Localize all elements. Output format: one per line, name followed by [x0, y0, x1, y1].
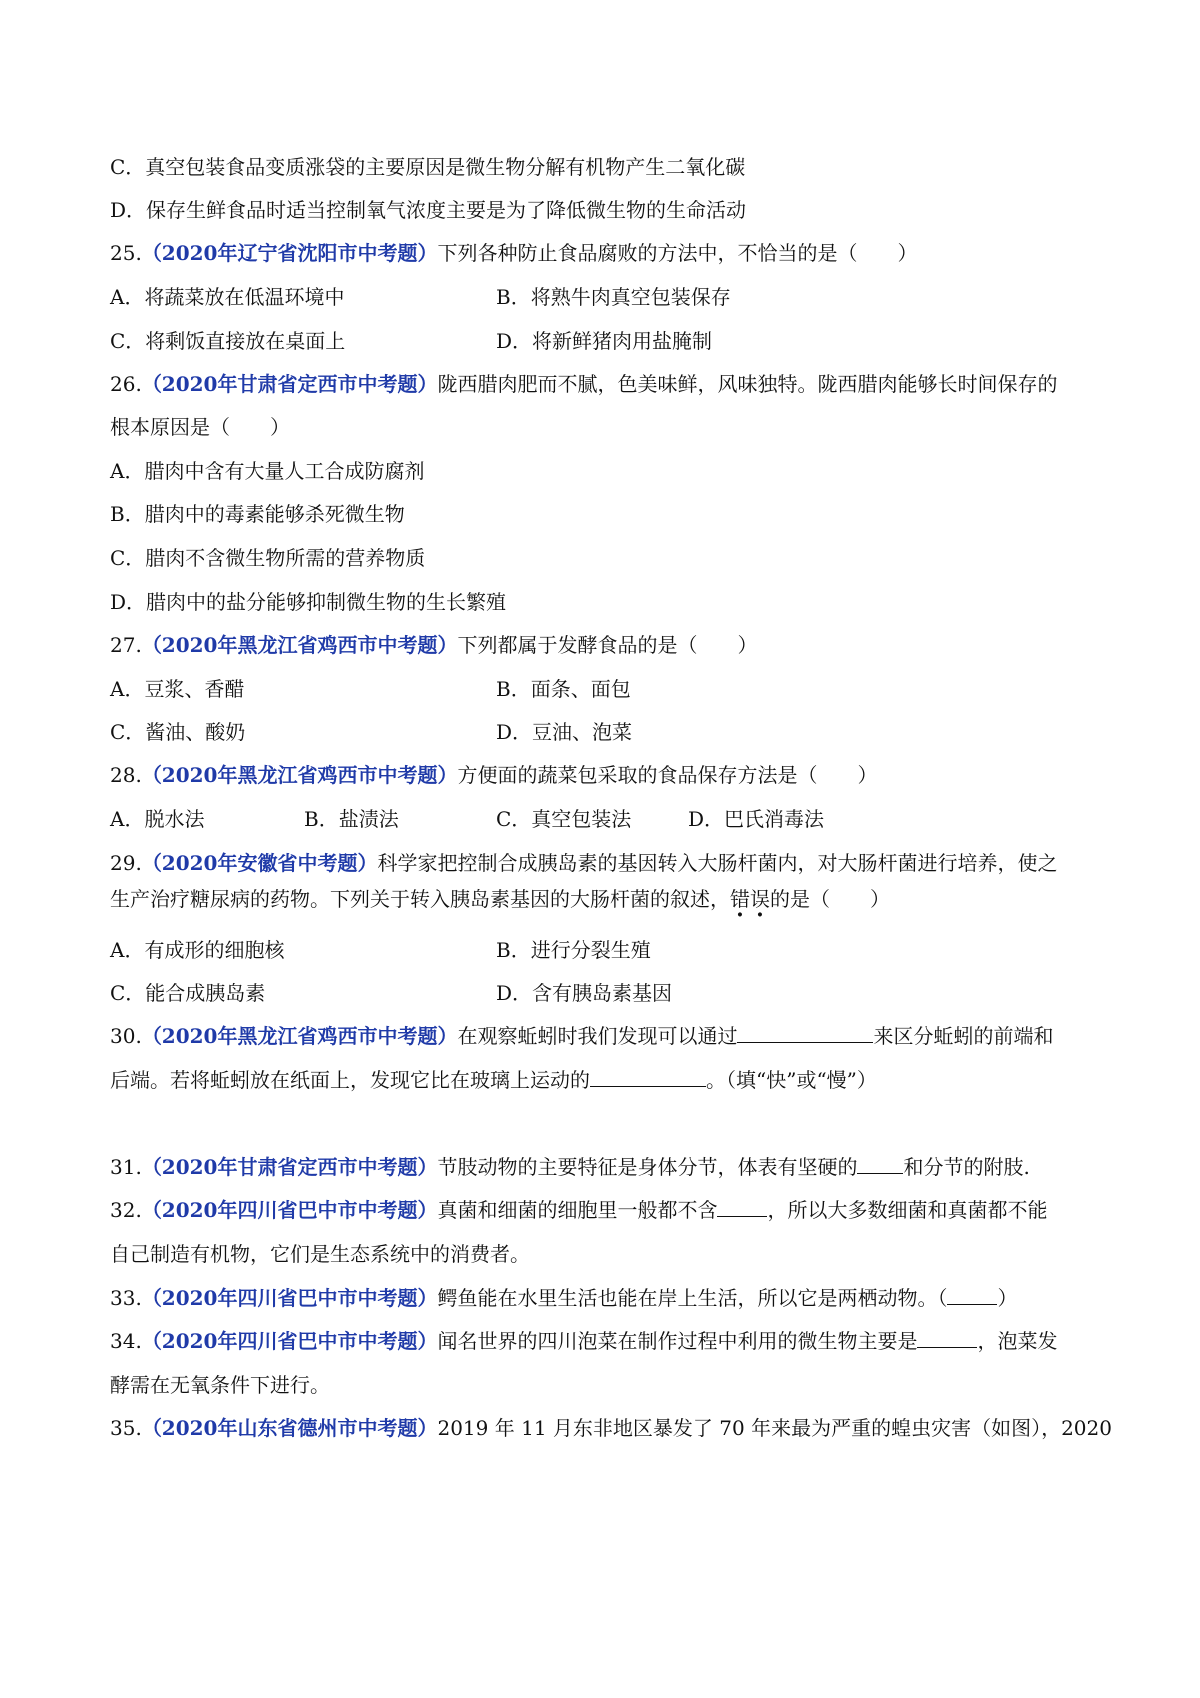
question-text: 下列各种防止食品腐败的方法中，不恰当的是（ ）	[437, 241, 918, 265]
question-text: 鳄鱼能在水里生活也能在岸上生活，所以它是两栖动物。（	[437, 1286, 948, 1310]
question-27	[110, 632, 757, 658]
option-b: B．进行分裂生殖	[496, 938, 651, 962]
option-d: D．巴氏消毒法	[688, 807, 825, 831]
question-30	[110, 1023, 1053, 1049]
question-source: （2020年黑龙江省鸡西市中考题）	[141, 1024, 458, 1048]
question-number: 26.	[110, 372, 142, 396]
question-text: 和分节的附肢.	[903, 1155, 1030, 1179]
question-number: 34.	[110, 1329, 142, 1353]
option-c: C．真空包装法	[496, 807, 632, 831]
option-d: D．腊肉中的盐分能够抑制微生物的生长繁殖	[110, 590, 507, 614]
option-d-text: D．保存生鲜食品时适当控制氧气浓度主要是为了降低微生物的生命活动	[110, 198, 747, 222]
answer-blank[interactable]	[590, 1068, 706, 1087]
question-continuation	[110, 886, 890, 912]
option-a: A．将蔬菜放在低温环境中	[110, 285, 345, 309]
question-continuation: 自己制造有机物，它们是生态系统中的消费者。	[110, 1242, 530, 1266]
option-c-text: C．真空包装食品变质涨袋的主要原因是微生物分解有机物产生二氧化碳	[110, 155, 746, 179]
question-text: 科学家把控制合成胰岛素的基因转入大肠杆菌内，对大肠杆菌进行培养，使之	[377, 851, 1058, 875]
question-number: 28.	[110, 763, 142, 787]
continuation-text: 。（填“快”或“慢”）	[706, 1068, 877, 1092]
question-number: 30.	[110, 1024, 142, 1048]
question-text: 闻名世界的四川泡菜在制作过程中利用的微生物主要是	[437, 1329, 918, 1353]
question-continuation: 根本原因是（ ）	[110, 415, 290, 439]
question-31	[110, 1154, 1030, 1180]
option-a: A．豆浆、香醋	[110, 677, 245, 701]
question-34	[110, 1328, 1057, 1354]
question-source: （2020年四川省巴中市中考题）	[141, 1286, 438, 1310]
question-continuation	[110, 1067, 877, 1093]
question-text: 下列都属于发酵食品的是（ ）	[457, 633, 758, 657]
option-a: A．有成形的细胞核	[110, 938, 285, 962]
option-c: C．能合成胰岛素	[110, 981, 266, 1005]
emphasis-char: 错	[730, 887, 750, 911]
question-source: （2020年辽宁省沈阳市中考题）	[141, 241, 438, 265]
continuation-text: 的是（ ）	[770, 887, 890, 911]
question-text: ，泡菜发	[977, 1329, 1058, 1353]
continuation-text: 后端。若将蚯蚓放在纸面上，发现它比在玻璃上运动的	[110, 1068, 590, 1092]
option-d: D．豆油、泡菜	[496, 720, 633, 744]
question-number: 32.	[110, 1198, 142, 1222]
question-text: 方便面的蔬菜包采取的食品保存方法是（ ）	[457, 763, 878, 787]
question-number: 25.	[110, 241, 142, 265]
answer-blank[interactable]	[717, 1198, 767, 1217]
question-text: 来区分蚯蚓的前端和	[873, 1024, 1054, 1048]
question-number: 33.	[110, 1286, 142, 1310]
question-text: ，所以大多数细菌和真菌都不能	[767, 1198, 1048, 1222]
emphasis-char: 误	[750, 887, 770, 911]
option-c: C．酱油、酸奶	[110, 720, 246, 744]
question-25	[110, 240, 917, 266]
question-source: （2020年四川省巴中市中考题）	[141, 1198, 438, 1222]
question-text: 节肢动物的主要特征是身体分节，体表有坚硬的	[437, 1155, 858, 1179]
question-33	[110, 1285, 1017, 1311]
question-28	[110, 762, 877, 788]
option-c: C．将剩饭直接放在桌面上	[110, 329, 346, 353]
answer-blank[interactable]	[947, 1286, 997, 1305]
question-continuation: 酵需在无氧条件下进行。	[110, 1373, 330, 1397]
question-text: 真菌和细菌的细胞里一般都不含	[437, 1198, 718, 1222]
question-number: 35.	[110, 1416, 142, 1440]
continuation-text: 生产治疗糖尿病的药物。下列关于转入胰岛素基因的大肠杆菌的叙述，	[110, 887, 730, 911]
question-32	[110, 1197, 1047, 1223]
option-b: B．将熟牛肉真空包装保存	[496, 285, 731, 309]
answer-blank[interactable]	[857, 1155, 903, 1174]
option-a: A．脱水法	[110, 807, 205, 831]
question-source: （2020年四川省巴中市中考题）	[141, 1329, 438, 1353]
option-d: D．含有胰岛素基因	[496, 981, 673, 1005]
question-source: （2020年甘肃省定西市中考题）	[141, 1155, 438, 1179]
option-b: B．面条、面包	[496, 677, 631, 701]
question-text: 2019 年 11 月东非地区暴发了 70 年来最为严重的蝗虫灾害（如图），2020	[437, 1416, 1112, 1440]
option-b: B．腊肉中的毒素能够杀死微生物	[110, 502, 405, 526]
option-c: C．腊肉不含微生物所需的营养物质	[110, 546, 426, 570]
question-source: （2020年黑龙江省鸡西市中考题）	[141, 633, 458, 657]
question-number: 27.	[110, 633, 142, 657]
question-35	[110, 1415, 1112, 1441]
question-26	[110, 371, 1057, 397]
question-source: （2020年黑龙江省鸡西市中考题）	[141, 763, 458, 787]
question-text: ）	[997, 1286, 1018, 1310]
question-number: 29.	[110, 851, 142, 875]
question-source: （2020年安徽省中考题）	[141, 851, 378, 875]
question-29	[110, 850, 1057, 876]
answer-blank[interactable]	[737, 1024, 873, 1043]
question-source: （2020年山东省德州市中考题）	[141, 1416, 438, 1440]
option-d: D．将新鲜猪肉用盐腌制	[496, 329, 713, 353]
question-number: 31.	[110, 1155, 142, 1179]
question-text: 在观察蚯蚓时我们发现可以通过	[457, 1024, 738, 1048]
option-b: B．盐渍法	[304, 807, 399, 831]
answer-blank[interactable]	[917, 1329, 977, 1348]
option-a: A．腊肉中含有大量人工合成防腐剂	[110, 459, 425, 483]
question-source: （2020年甘肃省定西市中考题）	[141, 372, 438, 396]
question-text: 陇西腊肉肥而不腻，色美味鲜，风味独特。陇西腊肉能够长时间保存的	[437, 372, 1058, 396]
